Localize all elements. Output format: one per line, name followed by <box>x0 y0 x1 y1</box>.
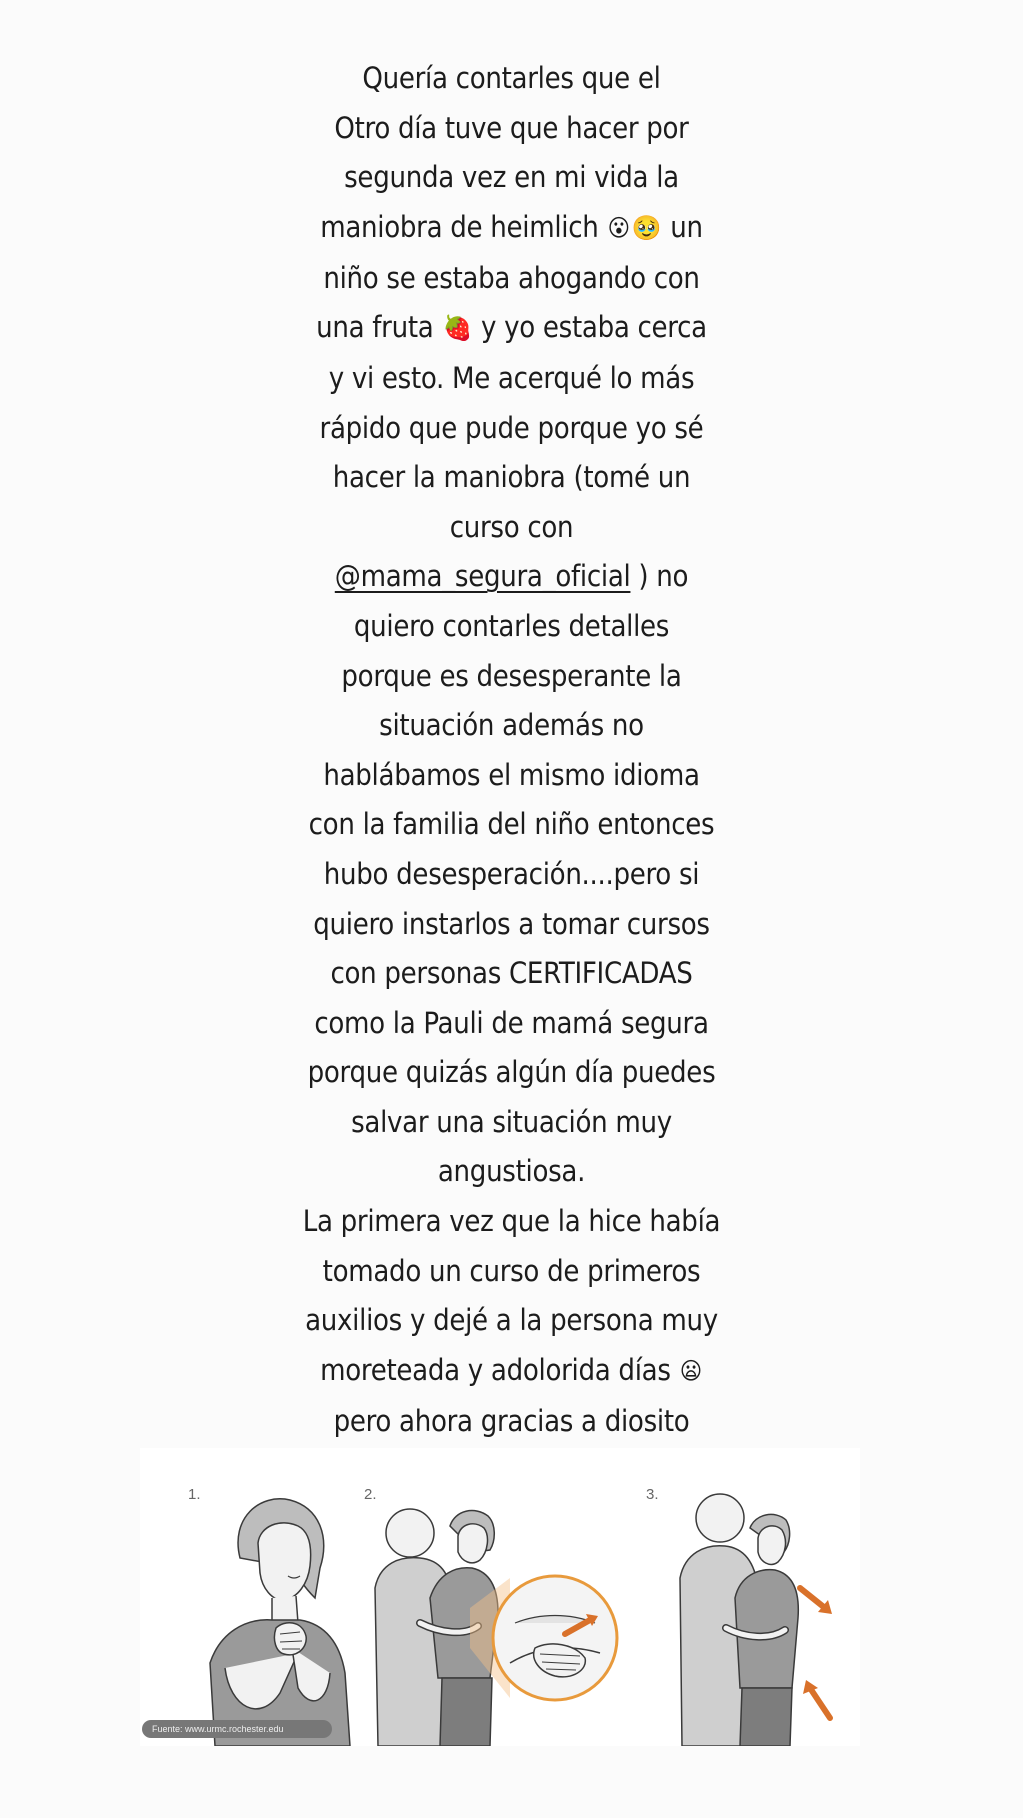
story-line: con personas CERTIFICADAS <box>330 956 693 991</box>
story-line: La primera vez que la hice había <box>302 1204 721 1239</box>
heimlich-illustration <box>140 1448 860 1746</box>
story-line <box>250 303 773 354</box>
story-line: quiero contarles detalles <box>353 608 670 643</box>
step-2-rescuer-position <box>350 1448 650 1746</box>
story-line: niño se estaba ahogando con <box>323 260 700 295</box>
story-text <box>250 54 773 1497</box>
story-line: salvar una situación muy <box>351 1104 672 1139</box>
story-line: porque es desesperante la <box>341 658 682 693</box>
story-line: rápido que pude porque yo sé <box>319 410 704 445</box>
story-line: curso con <box>449 509 574 544</box>
story-line-text: una fruta <box>316 310 442 345</box>
story-line: como la Pauli de mamá segura <box>314 1005 709 1040</box>
step-1-number: 1. <box>188 1486 201 1503</box>
story-line: y vi esto. Me acerqué lo más <box>328 360 695 395</box>
story-line-text: un <box>662 209 703 244</box>
story-line: porque quizás algún día puedes <box>307 1055 716 1090</box>
mention-link[interactable]: @mama_segura_oficial <box>334 559 631 594</box>
story-line <box>250 1346 773 1397</box>
story-line: segunda vez en mi vida la <box>344 160 679 195</box>
story-line-text: moreteada y adolorida días <box>320 1352 679 1387</box>
story-line-text: ) no <box>630 559 689 594</box>
emoji-icon: 😦 <box>679 1357 702 1386</box>
story-line-text: maniobra de heimlich <box>320 209 607 244</box>
step-3-abdominal-thrust <box>640 1448 850 1746</box>
story-line: con la familia del niño entonces <box>308 807 715 842</box>
emoji-icon: 🍓 <box>442 314 473 343</box>
story-line: Otro día tuve que hacer por <box>334 110 689 145</box>
story-line: auxilios y dejé a la persona muy <box>305 1303 718 1338</box>
story-line: hablábamos el mismo idioma <box>323 757 700 792</box>
story-line: situación además no <box>379 708 644 743</box>
story-line: Quería contarles que el <box>362 61 661 95</box>
story-line: hacer la maniobra (tomé un <box>332 460 691 495</box>
source-caption: Fuente: www.urmc.rochester.edu <box>142 1720 332 1738</box>
emoji-icon: 😮 <box>607 213 630 242</box>
story-line <box>250 552 773 602</box>
step-1-choking-woman <box>180 1448 360 1746</box>
story-line <box>250 203 773 254</box>
story-line: quiero instarlos a tomar cursos <box>313 906 710 941</box>
story-line: tomado un curso de primeros <box>322 1253 701 1288</box>
step-2-number: 2. <box>364 1486 377 1503</box>
story-line: angustiosa. <box>437 1154 586 1189</box>
emoji-icon: 🥹 <box>631 213 662 242</box>
story-line: hubo desesperación....pero si <box>323 856 700 891</box>
step-3-number: 3. <box>646 1486 659 1503</box>
story-line-text: y yo estaba cerca <box>473 310 707 345</box>
story-line: pero ahora gracias a diosito <box>333 1403 690 1438</box>
